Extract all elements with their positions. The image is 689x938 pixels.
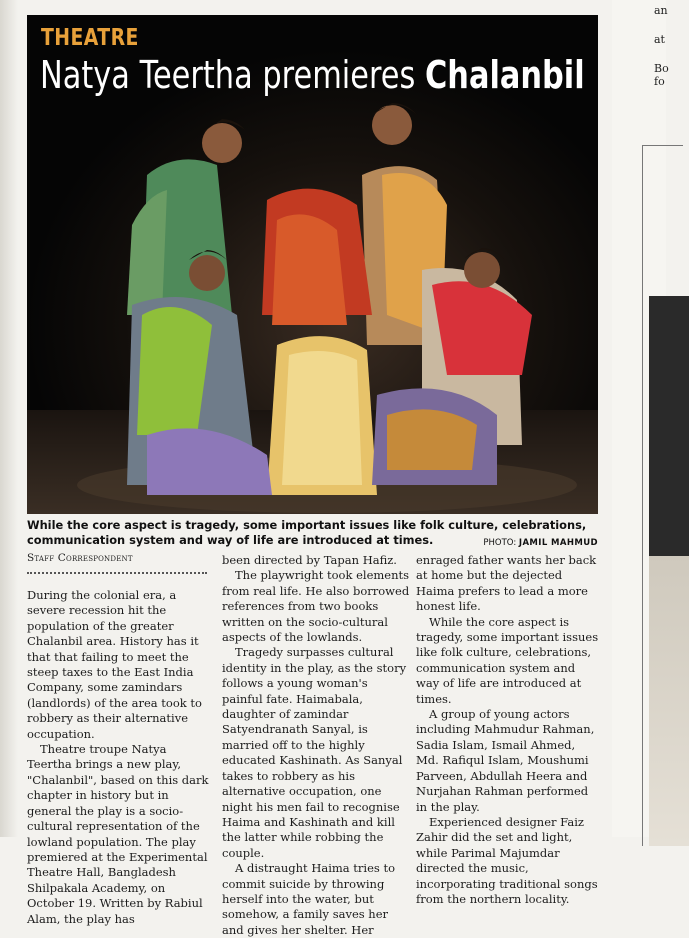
adjacent-advert-image (649, 296, 689, 556)
headline-bold: Chalanbil (424, 53, 585, 97)
headline-regular: Natya Teertha premieres (40, 53, 425, 97)
adjacent-fragment: an (654, 4, 668, 17)
photo-credit-name: JAMIL MAHMUD (518, 538, 598, 548)
paragraph: A distraught Haima tries to commit suicide by throwing herself into the water, but somehow, a family saves her and gives her shelter. Her (222, 861, 396, 937)
paragraph: Experienced designer Faiz Zahir did the set and light, while Parimal Majumdar directed the music, incorporating traditional songs from the northern locality. (416, 814, 598, 906)
paragraph: Theatre troupe Natya Teertha brings a new play, "Chalanbil", based on this dark chapter in history but in general the play is a socio-cultural representation of the lowland population. The play premiered at the Experimental Theatre Hall, Bangladesh Shilpakala Academy, on October 19. Written by Rabiul Alam, the play has (27, 742, 209, 926)
paragraph: During the colonial era, a severe recession hit the population of the greater Chalanbil area. History has it that that failing to meet the steep taxes to the East India Company, some zamindars (landlords) of the area took to robbery as their alternative occupation. (27, 588, 202, 741)
paragraph: Tragedy surpasses cultural identity in the play, as the story follows a young woman's painful fate. Haimabala, daughter of zamindar Satyendranath Sanyal, is married off to the highly educated Kashinath. As Sanyal takes to robbery as his alternative occupation, one night his men fail to recognise Haima and Kashinath and kill the latter while robbing the couple. (222, 645, 407, 860)
adjacent-advert-image (649, 556, 689, 846)
article-photo (27, 15, 598, 514)
article-column-3 (416, 553, 600, 907)
page-edge (0, 0, 18, 837)
article-column-2 (222, 553, 410, 938)
photo-credit (440, 538, 598, 548)
photo-caption: While the core aspect is tragedy, some important issues like folk culture, celebrations, communication system and way of life are introduced at times. (27, 518, 587, 547)
section-kicker: THEATRE (41, 25, 139, 51)
adjacent-advert-frame (642, 145, 683, 846)
paragraph: The playwright took elements from real life. He also borrowed references from two books written on the socio-cultural aspects of the lowlands. (222, 568, 410, 645)
article-column-1 (27, 588, 213, 927)
paragraph: been directed by Tapan Hafiz. (222, 553, 397, 567)
adjacent-fragment: Bo (654, 62, 669, 75)
adjacent-column (612, 0, 669, 837)
paragraph: enraged father wants her back at home but the dejected Haima prefers to lead a more honest life. (416, 553, 597, 614)
adjacent-fragment: at (654, 33, 665, 46)
byline-divider (27, 572, 207, 574)
paragraph: While the core aspect is tragedy, some important issues like folk culture, celebrations, communication system and way of life are introduced at times. (416, 614, 599, 706)
photo-credit-label: PHOTO: (483, 538, 519, 548)
article-headline (40, 53, 585, 97)
adjacent-fragment: fo (654, 75, 665, 88)
byline: Staff Correspondent (27, 552, 133, 564)
paragraph: A group of young actors including Mahmudur Rahman, Sadia Islam, Ismail Ahmed, Md. Rafiqul Islam, Moushumi Parveen, Abdullah Heera and Nurjahan Rahman performed in the play. (416, 707, 595, 814)
